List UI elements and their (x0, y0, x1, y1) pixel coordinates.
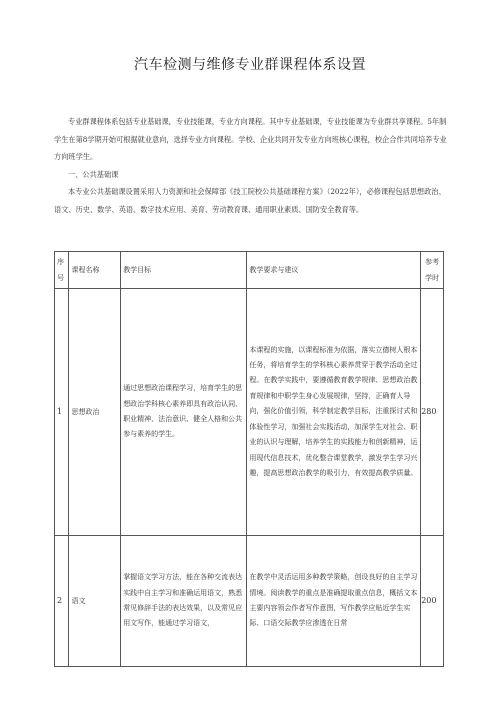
section-paragraph: 本专业公共基础课设置采用人力资源和社会保障部《技工院校公共基础课程方案》（2022年），必修课程包括思想政治、语文、历史、数学、英语、数字技术应用、美育、劳动教育课、通用职业素质、国防安全教育等。 (54, 187, 446, 214)
row-hours: 200 (421, 536, 444, 667)
header-req: 教学要求与建议 (247, 252, 421, 289)
row-req: 在教学中灵活运用多种教学策略，创设良好的自主学习情境。阅读教学的重点是准确提取重点信息，概括文本主要内容领会作者写作意图，写作教学应贴近学生实际、口语交际教学应渗透在日常 (247, 536, 421, 667)
table-row (55, 289, 444, 536)
row-name: 思想政治 (69, 289, 121, 536)
row-no: 1 (55, 289, 69, 536)
row-no: 2 (55, 536, 69, 667)
row-name: 语文 (69, 536, 121, 667)
table-header-row (55, 252, 444, 289)
intro-paragraph: 专业群课程体系包括专业基础课，专业技能课，专业方向课程。其中专业基础课，专业技能课为专业群共享课程。5年制学生在第8学期开始可根据就业意向，选择专业方向课程。学校、企业共同开发专业方向班核心课程，校企合作共同培养专业方向班学生。 (54, 117, 447, 161)
header-name: 课程名称 (69, 252, 121, 289)
row-goal: 通过思想政治课程学习，培育学生的思想政治学科核心素养即具有政治认同、职业精神、法治意识、健全人格和公共参与素养的学生。 (121, 289, 247, 536)
header-hours: 参考 学时 (421, 252, 444, 289)
row-req: 本课程的实施，以课程标准为依据，落实立德树人根本任务，将培育学生的学科核心素养贯穿于教学活动全过程。在教学实践中，要遵循教育教学规律、思想政治教育规律和中职学生身心发展规律，坚持，正确育人导向，强化价值引领，科学制定教学目标，注重探讨式和体验性学习，加强社会实践活动，加深学生对社会、职业的认识与理解，培养学生的实践能力和创新精神，运用现代信息技术，优化整合课堂教学，激发学生学习兴趣，提高思想政治教学的吸引力，有效提高教学质量。 (247, 289, 421, 536)
header-no: 序 号 (55, 252, 69, 289)
table-row (55, 536, 444, 667)
section-heading: 一、公共基础课 (68, 170, 119, 179)
course-table (54, 251, 444, 667)
page-title: 汽车检测与维修专业群课程体系设置 (134, 57, 366, 73)
header-goal: 教学目标 (121, 252, 247, 289)
row-goal: 掌握语文学习方法，能在各种交流表达实践中自主学习和准确运用语文，熟悉常见修辞手法的表达效果，以及常见应用文写作，能通过学习语文， (121, 536, 247, 667)
row-hours: 280 (421, 289, 444, 536)
